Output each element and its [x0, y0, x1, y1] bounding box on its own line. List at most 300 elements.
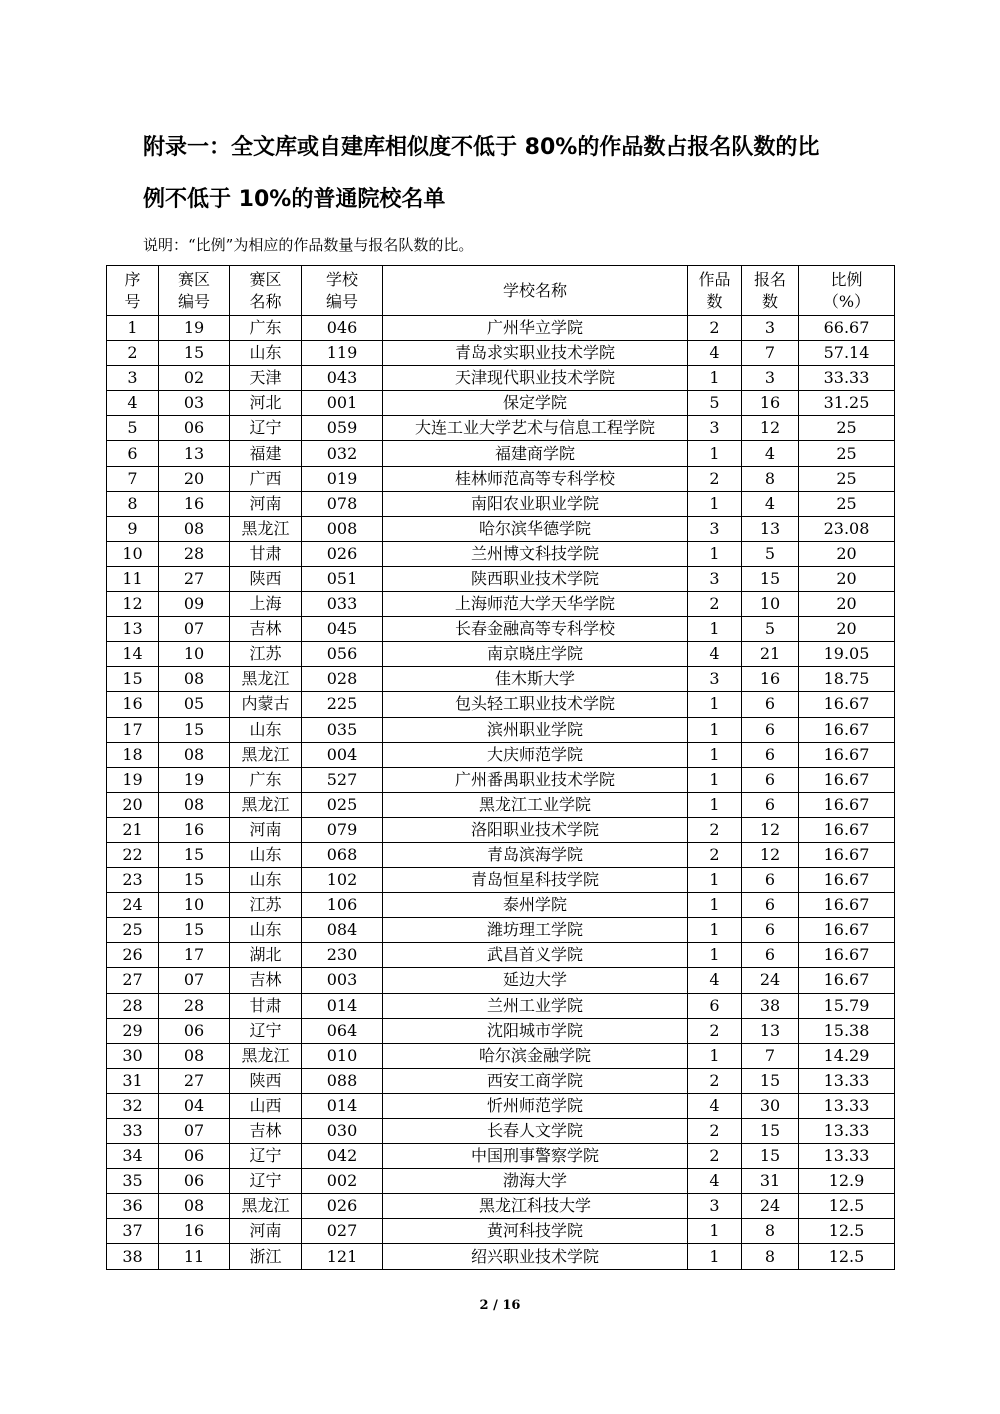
cell-region-code: 06 [159, 1144, 230, 1169]
table-row [107, 943, 895, 968]
cell-ratio: 16.67 [799, 893, 895, 918]
cell-ratio: 16.67 [799, 692, 895, 717]
cell-region-name: 吉林 [230, 1119, 302, 1144]
table-body [107, 316, 895, 1270]
cell-teams: 38 [742, 993, 799, 1018]
col-header-teams [742, 266, 799, 316]
cell-teams: 6 [742, 742, 799, 767]
cell-region-name: 河南 [230, 491, 302, 516]
cell-teams: 6 [742, 717, 799, 742]
cell-school-code: 045 [302, 617, 383, 642]
cell-school-name: 长春金融高等专科学校 [383, 617, 688, 642]
cell-ratio: 16.67 [799, 868, 895, 893]
cell-ratio: 18.75 [799, 667, 895, 692]
cell-works: 1 [688, 1043, 742, 1068]
table-row [107, 993, 895, 1018]
header-text: 名称 [249, 291, 282, 311]
cell-teams: 8 [742, 1244, 799, 1269]
cell-school-name: 陕西职业技术学院 [383, 566, 688, 591]
cell-region-name: 江苏 [230, 893, 302, 918]
cell-school-name: 兰州博文科技学院 [383, 541, 688, 566]
cell-school-code: 068 [302, 842, 383, 867]
cell-seq: 15 [107, 667, 159, 692]
cell-region-code: 06 [159, 1169, 230, 1194]
table-row [107, 918, 895, 943]
cell-school-name: 包头轻工职业技术学院 [383, 692, 688, 717]
cell-region-code: 28 [159, 541, 230, 566]
table-row [107, 1068, 895, 1093]
cell-seq: 3 [107, 366, 159, 391]
cell-school-name: 广州华立学院 [383, 316, 688, 341]
cell-school-name: 大庆师范学院 [383, 742, 688, 767]
table-row [107, 1043, 895, 1068]
table-row [107, 391, 895, 416]
cell-region-name: 河北 [230, 391, 302, 416]
cell-region-name: 上海 [230, 592, 302, 617]
cell-ratio: 20 [799, 617, 895, 642]
cell-region-name: 河南 [230, 817, 302, 842]
table-row [107, 792, 895, 817]
cell-school-code: 010 [302, 1043, 383, 1068]
cell-works: 2 [688, 842, 742, 867]
cell-region-code: 07 [159, 1119, 230, 1144]
cell-school-name: 青岛求实职业技术学院 [383, 341, 688, 366]
cell-seq: 24 [107, 893, 159, 918]
cell-region-name: 山东 [230, 868, 302, 893]
cell-teams: 6 [742, 893, 799, 918]
cell-seq: 31 [107, 1068, 159, 1093]
cell-seq: 22 [107, 842, 159, 867]
cell-school-name: 黄河科技学院 [383, 1219, 688, 1244]
cell-region-code: 08 [159, 516, 230, 541]
cell-region-code: 17 [159, 943, 230, 968]
cell-region-name: 天津 [230, 366, 302, 391]
cell-region-code: 16 [159, 491, 230, 516]
table-row [107, 767, 895, 792]
cell-teams: 16 [742, 391, 799, 416]
cell-school-code: 064 [302, 1018, 383, 1043]
cell-teams: 6 [742, 943, 799, 968]
cell-teams: 3 [742, 366, 799, 391]
cell-school-name: 绍兴职业技术学院 [383, 1244, 688, 1269]
cell-works: 2 [688, 466, 742, 491]
cell-seq: 36 [107, 1194, 159, 1219]
cell-works: 3 [688, 1194, 742, 1219]
table-row [107, 617, 895, 642]
cell-ratio: 12.5 [799, 1219, 895, 1244]
cell-ratio: 12.5 [799, 1194, 895, 1219]
cell-ratio: 16.67 [799, 767, 895, 792]
header-text: 号 [124, 291, 141, 311]
cell-school-code: 078 [302, 491, 383, 516]
cell-school-code: 051 [302, 566, 383, 591]
cell-seq: 6 [107, 441, 159, 466]
cell-school-code: 025 [302, 792, 383, 817]
cell-school-code: 028 [302, 667, 383, 692]
cell-region-code: 03 [159, 391, 230, 416]
cell-works: 1 [688, 893, 742, 918]
cell-teams: 15 [742, 1119, 799, 1144]
cell-seq: 13 [107, 617, 159, 642]
cell-works: 3 [688, 516, 742, 541]
cell-region-name: 黑龙江 [230, 667, 302, 692]
cell-school-code: 059 [302, 416, 383, 441]
cell-school-name: 保定学院 [383, 391, 688, 416]
cell-ratio: 13.33 [799, 1068, 895, 1093]
cell-seq: 21 [107, 817, 159, 842]
cell-region-code: 10 [159, 893, 230, 918]
cell-teams: 15 [742, 1068, 799, 1093]
cell-ratio: 19.05 [799, 642, 895, 667]
cell-works: 4 [688, 642, 742, 667]
cell-seq: 4 [107, 391, 159, 416]
col-header-region-code [159, 266, 230, 316]
cell-school-name: 青岛恒星科技学院 [383, 868, 688, 893]
cell-ratio: 25 [799, 441, 895, 466]
cell-teams: 10 [742, 592, 799, 617]
cell-ratio: 57.14 [799, 341, 895, 366]
cell-works: 5 [688, 391, 742, 416]
header-text: 学校名称 [502, 280, 567, 300]
table-row [107, 642, 895, 667]
cell-ratio: 16.67 [799, 817, 895, 842]
cell-works: 4 [688, 968, 742, 993]
cell-region-code: 15 [159, 868, 230, 893]
cell-works: 1 [688, 918, 742, 943]
cell-region-name: 黑龙江 [230, 516, 302, 541]
cell-region-name: 河南 [230, 1219, 302, 1244]
cell-region-name: 山东 [230, 341, 302, 366]
cell-school-name: 哈尔滨华德学院 [383, 516, 688, 541]
cell-region-name: 辽宁 [230, 1144, 302, 1169]
cell-school-name: 忻州师范学院 [383, 1093, 688, 1118]
table-row [107, 968, 895, 993]
table-row [107, 466, 895, 491]
cell-region-code: 15 [159, 842, 230, 867]
cell-works: 1 [688, 366, 742, 391]
cell-region-code: 16 [159, 1219, 230, 1244]
cell-region-code: 15 [159, 717, 230, 742]
cell-region-name: 山东 [230, 842, 302, 867]
cell-seq: 25 [107, 918, 159, 943]
cell-teams: 21 [742, 642, 799, 667]
cell-school-code: 004 [302, 742, 383, 767]
header-text: 编号 [325, 291, 358, 311]
cell-region-code: 10 [159, 642, 230, 667]
cell-teams: 12 [742, 817, 799, 842]
cell-works: 4 [688, 1093, 742, 1118]
cell-teams: 8 [742, 1219, 799, 1244]
cell-works: 1 [688, 868, 742, 893]
cell-works: 3 [688, 416, 742, 441]
cell-region-name: 黑龙江 [230, 792, 302, 817]
cell-school-name: 中国刑事警察学院 [383, 1144, 688, 1169]
cell-teams: 24 [742, 968, 799, 993]
table-row [107, 842, 895, 867]
cell-school-code: 079 [302, 817, 383, 842]
table-row [107, 1093, 895, 1118]
cell-teams: 6 [742, 792, 799, 817]
cell-seq: 38 [107, 1244, 159, 1269]
cell-school-code: 225 [302, 692, 383, 717]
cell-region-code: 20 [159, 466, 230, 491]
cell-region-name: 山东 [230, 717, 302, 742]
cell-works: 4 [688, 1169, 742, 1194]
cell-school-code: 035 [302, 717, 383, 742]
cell-school-code: 008 [302, 516, 383, 541]
cell-region-name: 湖北 [230, 943, 302, 968]
cell-region-name: 黑龙江 [230, 742, 302, 767]
header-text: 学校 [325, 269, 358, 289]
table-row [107, 341, 895, 366]
cell-region-code: 07 [159, 617, 230, 642]
header-text: 赛区 [177, 269, 210, 289]
cell-region-code: 08 [159, 667, 230, 692]
cell-region-code: 05 [159, 692, 230, 717]
table-row [107, 441, 895, 466]
cell-ratio: 13.33 [799, 1144, 895, 1169]
cell-seq: 34 [107, 1144, 159, 1169]
cell-seq: 19 [107, 767, 159, 792]
header-text: 编号 [177, 291, 210, 311]
cell-seq: 16 [107, 692, 159, 717]
cell-teams: 24 [742, 1194, 799, 1219]
cell-school-name: 黑龙江科技大学 [383, 1194, 688, 1219]
cell-works: 3 [688, 566, 742, 591]
cell-seq: 17 [107, 717, 159, 742]
table-row [107, 1219, 895, 1244]
cell-teams: 6 [742, 918, 799, 943]
cell-seq: 30 [107, 1043, 159, 1068]
cell-seq: 5 [107, 416, 159, 441]
cell-ratio: 31.25 [799, 391, 895, 416]
cell-region-code: 08 [159, 742, 230, 767]
cell-school-name: 南阳农业职业学院 [383, 491, 688, 516]
table-row [107, 416, 895, 441]
cell-seq: 28 [107, 993, 159, 1018]
cell-region-code: 11 [159, 1244, 230, 1269]
cell-seq: 1 [107, 316, 159, 341]
table-row [107, 516, 895, 541]
cell-school-code: 030 [302, 1119, 383, 1144]
cell-region-name: 黑龙江 [230, 1043, 302, 1068]
cell-school-name: 南京晓庄学院 [383, 642, 688, 667]
cell-region-code: 07 [159, 968, 230, 993]
table-row [107, 1244, 895, 1269]
cell-school-name: 天津现代职业技术学院 [383, 366, 688, 391]
cell-school-name: 青岛滨海学院 [383, 842, 688, 867]
cell-teams: 6 [742, 868, 799, 893]
table-row [107, 692, 895, 717]
table-row [107, 366, 895, 391]
cell-works: 1 [688, 541, 742, 566]
header-text: 赛区 [249, 269, 282, 289]
cell-seq: 20 [107, 792, 159, 817]
cell-region-code: 08 [159, 1043, 230, 1068]
cell-seq: 11 [107, 566, 159, 591]
cell-seq: 14 [107, 642, 159, 667]
cell-school-code: 026 [302, 541, 383, 566]
cell-region-code: 06 [159, 416, 230, 441]
cell-ratio: 15.38 [799, 1018, 895, 1043]
cell-ratio: 16.67 [799, 742, 895, 767]
cell-seq: 7 [107, 466, 159, 491]
cell-region-code: 08 [159, 1194, 230, 1219]
cell-teams: 31 [742, 1169, 799, 1194]
cell-school-name: 哈尔滨金融学院 [383, 1043, 688, 1068]
cell-teams: 5 [742, 541, 799, 566]
cell-region-name: 甘肃 [230, 993, 302, 1018]
col-header-ratio [799, 266, 895, 316]
table-row [107, 491, 895, 516]
cell-ratio: 66.67 [799, 316, 895, 341]
cell-works: 1 [688, 617, 742, 642]
cell-region-name: 内蒙古 [230, 692, 302, 717]
cell-school-code: 046 [302, 316, 383, 341]
cell-teams: 8 [742, 466, 799, 491]
col-header-school-code [302, 266, 383, 316]
cell-region-code: 04 [159, 1093, 230, 1118]
cell-works: 2 [688, 1119, 742, 1144]
cell-school-name: 大连工业大学艺术与信息工程学院 [383, 416, 688, 441]
cell-school-code: 102 [302, 868, 383, 893]
table-row [107, 868, 895, 893]
header-text: 报名 [753, 269, 786, 289]
cell-school-name: 滨州职业学院 [383, 717, 688, 742]
cell-school-code: 019 [302, 466, 383, 491]
cell-region-name: 陕西 [230, 566, 302, 591]
table-row [107, 1144, 895, 1169]
cell-school-code: 002 [302, 1169, 383, 1194]
cell-school-name: 桂林师范高等专科学校 [383, 466, 688, 491]
cell-region-name: 吉林 [230, 968, 302, 993]
cell-region-name: 甘肃 [230, 541, 302, 566]
cell-seq: 10 [107, 541, 159, 566]
table-header-row [107, 266, 895, 316]
cell-ratio: 12.9 [799, 1169, 895, 1194]
cell-works: 1 [688, 717, 742, 742]
cell-ratio: 15.79 [799, 993, 895, 1018]
cell-teams: 15 [742, 566, 799, 591]
cell-works: 2 [688, 1068, 742, 1093]
table-row [107, 1169, 895, 1194]
cell-works: 4 [688, 341, 742, 366]
cell-works: 1 [688, 767, 742, 792]
cell-school-code: 001 [302, 391, 383, 416]
header-text: 作品 [698, 269, 731, 289]
page-title-line-2: 例不低于 10%的普通院校名单 [143, 187, 446, 212]
explanation-note: 说明：“比例”为相应的作品数量与报名队数的比。 [143, 236, 474, 254]
cell-works: 2 [688, 592, 742, 617]
cell-school-name: 福建商学院 [383, 441, 688, 466]
cell-teams: 7 [742, 341, 799, 366]
cell-school-name: 黑龙江工业学院 [383, 792, 688, 817]
cell-works: 1 [688, 692, 742, 717]
table-row [107, 893, 895, 918]
cell-seq: 37 [107, 1219, 159, 1244]
cell-teams: 16 [742, 667, 799, 692]
cell-seq: 32 [107, 1093, 159, 1118]
cell-region-code: 27 [159, 566, 230, 591]
cell-ratio: 20 [799, 541, 895, 566]
header-text: 比例 [830, 269, 863, 289]
cell-works: 2 [688, 817, 742, 842]
cell-school-code: 230 [302, 943, 383, 968]
cell-teams: 12 [742, 416, 799, 441]
cell-works: 3 [688, 667, 742, 692]
cell-works: 1 [688, 441, 742, 466]
cell-school-code: 042 [302, 1144, 383, 1169]
cell-ratio: 16.67 [799, 717, 895, 742]
cell-teams: 12 [742, 842, 799, 867]
cell-ratio: 33.33 [799, 366, 895, 391]
cell-region-name: 广东 [230, 767, 302, 792]
cell-school-name: 西安工商学院 [383, 1068, 688, 1093]
cell-region-name: 陕西 [230, 1068, 302, 1093]
cell-works: 1 [688, 1219, 742, 1244]
cell-school-name: 兰州工业学院 [383, 993, 688, 1018]
table-row [107, 1119, 895, 1144]
cell-seq: 33 [107, 1119, 159, 1144]
cell-works: 1 [688, 1244, 742, 1269]
cell-school-code: 026 [302, 1194, 383, 1219]
table-row [107, 541, 895, 566]
cell-region-code: 13 [159, 441, 230, 466]
cell-works: 2 [688, 1144, 742, 1169]
cell-region-code: 02 [159, 366, 230, 391]
cell-works: 1 [688, 742, 742, 767]
col-header-seq [107, 266, 159, 316]
col-header-region-name [230, 266, 302, 316]
table-row [107, 592, 895, 617]
cell-seq: 8 [107, 491, 159, 516]
cell-seq: 29 [107, 1018, 159, 1043]
cell-region-code: 16 [159, 817, 230, 842]
cell-works: 1 [688, 792, 742, 817]
cell-seq: 9 [107, 516, 159, 541]
cell-ratio: 25 [799, 491, 895, 516]
table-row [107, 667, 895, 692]
cell-teams: 4 [742, 441, 799, 466]
cell-school-code: 043 [302, 366, 383, 391]
cell-ratio: 16.67 [799, 792, 895, 817]
cell-region-name: 吉林 [230, 617, 302, 642]
table-row [107, 316, 895, 341]
cell-seq: 18 [107, 742, 159, 767]
header-text: 数 [706, 291, 723, 311]
cell-school-code: 084 [302, 918, 383, 943]
cell-region-code: 15 [159, 918, 230, 943]
cell-region-code: 19 [159, 767, 230, 792]
table-row [107, 742, 895, 767]
cell-school-code: 027 [302, 1219, 383, 1244]
cell-school-code: 088 [302, 1068, 383, 1093]
cell-ratio: 13.33 [799, 1119, 895, 1144]
col-header-works [688, 266, 742, 316]
header-text: 数 [761, 291, 778, 311]
cell-teams: 3 [742, 316, 799, 341]
cell-school-name: 泰州学院 [383, 893, 688, 918]
cell-school-name: 长春人文学院 [383, 1119, 688, 1144]
cell-region-code: 15 [159, 341, 230, 366]
cell-works: 2 [688, 316, 742, 341]
cell-teams: 15 [742, 1144, 799, 1169]
cell-works: 6 [688, 993, 742, 1018]
cell-teams: 5 [742, 617, 799, 642]
cell-works: 1 [688, 491, 742, 516]
cell-school-code: 121 [302, 1244, 383, 1269]
cell-ratio: 23.08 [799, 516, 895, 541]
